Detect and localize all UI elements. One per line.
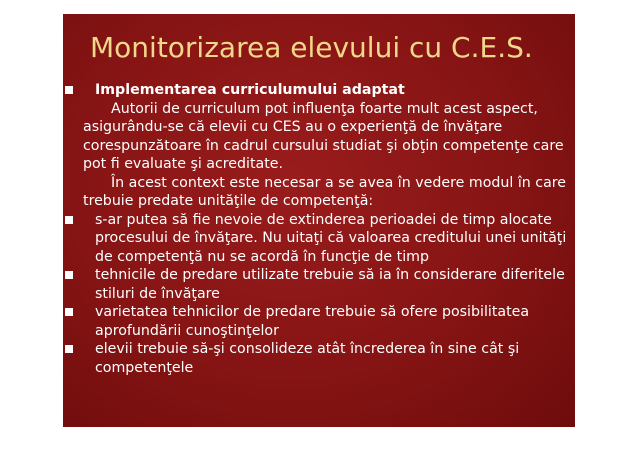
square-bullet-icon xyxy=(65,308,73,316)
item-paragraph: În acest context este necesar a se avea în vedere modul în care trebuie predate unităţile de competenţă: xyxy=(83,174,567,209)
square-bullet-icon xyxy=(65,345,73,353)
item-heading: Implementarea curriculumului adaptat xyxy=(95,82,405,98)
list-item xyxy=(95,211,569,267)
slide-title: Monitorizarea elevului cu C.E.S. xyxy=(90,31,533,64)
list-item xyxy=(95,266,569,303)
item-text: tehnicile de predare utilizate trebuie să ia în considerare diferitele stiluri de învăţare xyxy=(95,267,565,302)
list-item xyxy=(95,340,569,377)
item-text: s-ar putea să fie nevoie de extinderea perioadei de timp alocate procesului de învăţare. Nu uitaţi că valoarea creditului unei unităţi de competenţă nu se acordă în funcţie de timp xyxy=(95,211,567,265)
square-bullet-icon xyxy=(65,271,73,279)
square-bullet-icon xyxy=(65,86,73,94)
slide xyxy=(63,14,575,427)
item-text: varietatea tehnicilor de predare trebuie să ofere posibilitatea aprofundării cunoştinţelor xyxy=(95,304,530,339)
bullet-list xyxy=(83,81,569,377)
list-item xyxy=(83,81,569,211)
list-item xyxy=(95,303,569,340)
item-text: elevii trebuie să-şi consolideze atât încrederea în sine cât şi competenţele xyxy=(95,341,520,376)
square-bullet-icon xyxy=(65,216,73,224)
item-paragraph: Autorii de curriculum pot influenţa foarte mult acest aspect, asigurându-se că elevii cu CES au o experienţă de învăţare corespunzătoare în cadrul cursului studiat şi obţin competenţe care pot fi evaluate şi acreditate. xyxy=(83,100,564,172)
